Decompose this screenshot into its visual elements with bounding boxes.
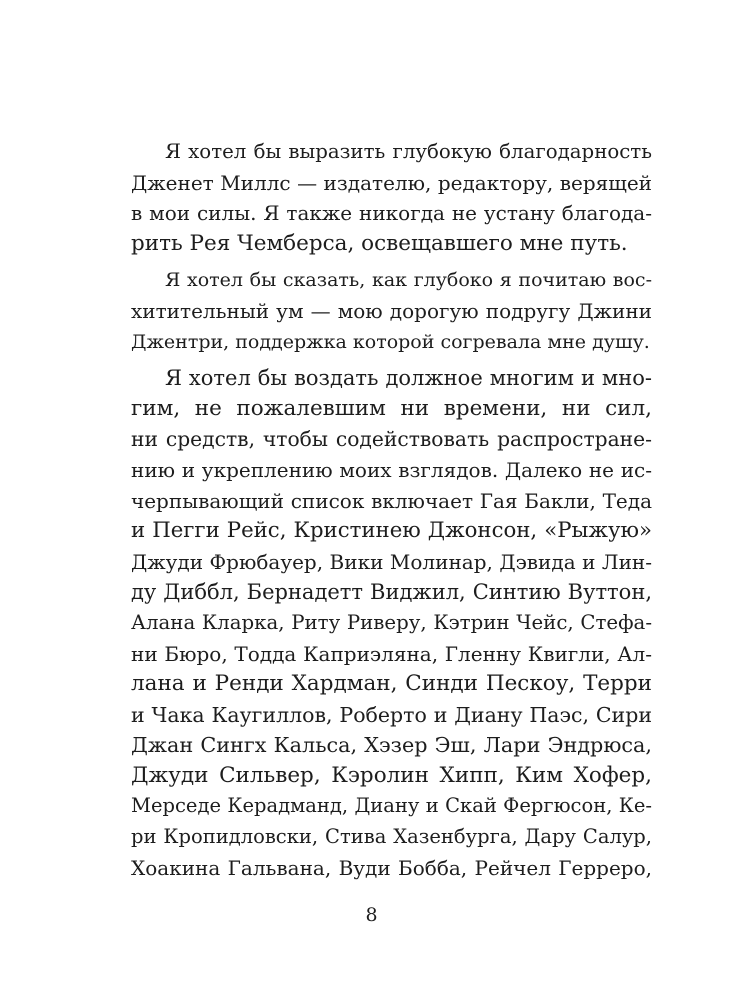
- text-line: в мои силы. Я также никогда не устану благода-: [131, 201, 652, 226]
- text-line: рить Рея Чемберса, освещавшего мне путь.: [131, 230, 628, 256]
- text-line: черпывающий список включает Гая Бакли, Теда: [131, 488, 652, 513]
- text-line: Мерседе Керадманд, Диану и Скай Фергюсон, Ке-: [131, 794, 652, 818]
- text-line: нию и укреплению моих взглядов. Далеко не ис-: [131, 457, 652, 482]
- text-line: хитительный ум — мою дорогую подругу Джини: [131, 298, 652, 323]
- text-line: ду Диббл, Бернадетт Виджил, Синтию Вуттон,: [131, 580, 652, 605]
- text-line: Джентри, поддержка которой согревала мне душу.: [131, 330, 650, 353]
- text-line: и Пегги Рейс, Кристинею Джонсон, «Рыжую»: [131, 518, 652, 544]
- text-line: лана и Ренди Хардман, Синди Пескоу, Терри: [131, 671, 652, 697]
- acknowledgements-text: [131, 137, 652, 883]
- text-line: ни средств, чтобы содействовать распростране-: [131, 427, 652, 452]
- paragraph-1: [131, 137, 652, 259]
- text-line: Дженет Миллс — издателю, редактору, верящей: [131, 170, 652, 195]
- text-line: ни Бюро, Тодда Каприэляна, Гленну Квигли, Ал-: [131, 641, 652, 666]
- text-line: Я хотел бы воздать должное многим и мно-: [165, 366, 652, 391]
- text-line: и Чака Каугиллов, Роберто и Диану Паэс, Сири: [131, 702, 652, 727]
- paragraph-2: [131, 265, 652, 357]
- text-line: Я хотел бы выразить глубокую благодарность: [165, 140, 652, 163]
- text-line: Джуди Сильвер, Кэролин Хипп, Ким Хофер,: [131, 762, 652, 788]
- paragraph-3: [131, 363, 652, 883]
- text-line: Хоакина Гальвана, Вуди Бобба, Рейчел Герреро,: [131, 855, 652, 880]
- text-line: Я хотел бы сказать, как глубоко я почитаю вос-: [165, 269, 652, 292]
- text-line: гим, не пожалевшим ни времени, ни сил,: [131, 395, 652, 421]
- text-line: ри Кропидловски, Стива Хазенбурга, Дару Салур,: [131, 825, 652, 849]
- text-line: Джуди Фрюбауер, Вики Молинар, Дэвида и Лин-: [131, 549, 652, 574]
- page-number: 8: [365, 904, 378, 926]
- text-line: Джан Сингх Кальса, Хэзер Эш, Лари Эндрюса,: [131, 733, 652, 758]
- text-line: Алана Кларка, Риту Риверу, Кэтрин Чейс, Стефа-: [131, 610, 652, 634]
